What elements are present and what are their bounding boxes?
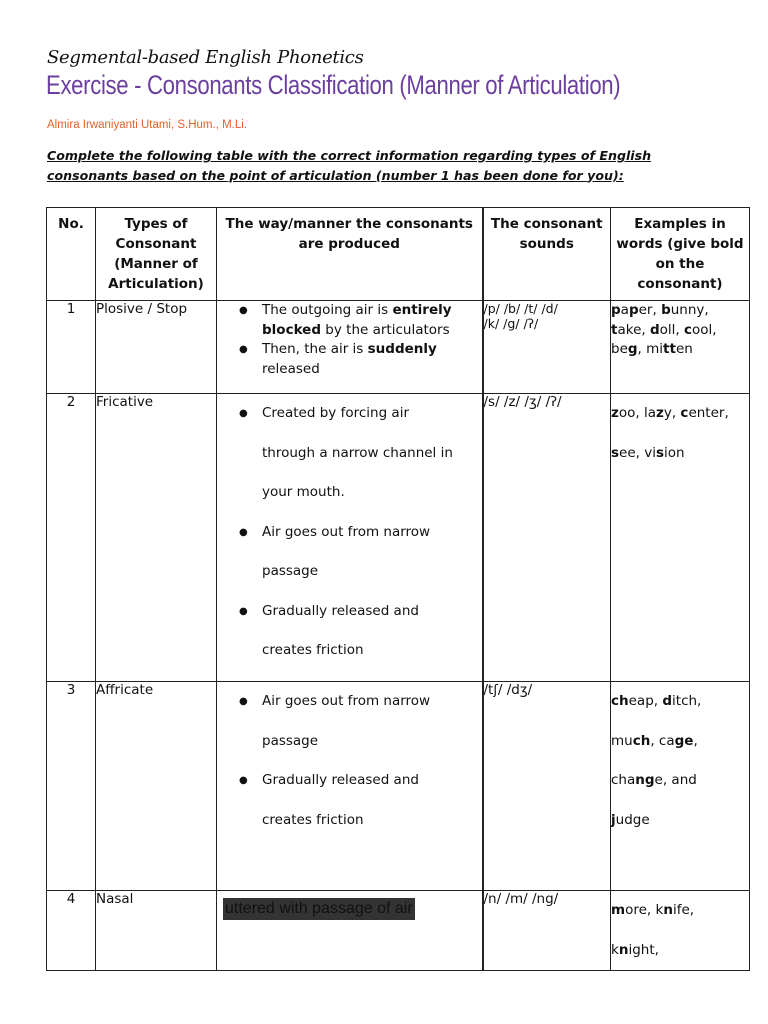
manner-description [217,891,483,971]
table-row [47,394,750,682]
consonant-sounds: /s/ /z/ /ʒ/ /ʔ/ [483,394,611,682]
consonant-type: Nasal [96,891,217,971]
instructions-line-1: Complete the following table with the correct information regarding types of English [47,148,652,163]
bullet-item: ● Then, the air is suddenly released [217,340,482,379]
highlighted-answer: uttered with passage of air [223,898,415,920]
header-type: Types of Consonant (Manner of Articulation) [96,208,217,301]
header-sounds: The consonant sounds [483,208,611,301]
table-row [47,682,750,891]
manner-description [217,682,483,891]
manner-description [217,301,483,394]
consonant-sounds: /p/ /b/ /t/ /d/ /k/ /g/ /ʔ/ [483,301,611,394]
header-examples: Examples in words (give bold on the consonant) [611,208,750,301]
row-number: 4 [47,891,96,971]
bullet-item: ● Air goes out from narrow passage [217,682,482,761]
row-number: 2 [47,394,96,682]
header-way: The way/manner the consonants are produced [217,208,483,301]
consonant-type: Fricative [96,394,217,682]
bullet-item: ● Created by forcing air through a narrow channel in your mouth. [217,394,482,513]
table-row [47,891,750,971]
bullet-item: ● Gradually released and creates friction [217,592,482,671]
bullet-item: ● Gradually released and creates friction [217,761,482,840]
row-number: 1 [47,301,96,394]
consonant-type: Affricate [96,682,217,891]
bullet-item: ● The outgoing air is entirely blocked by the articulators [217,301,482,340]
course-title: Segmental-based English Phonetics [47,47,364,68]
consonant-type: Plosive / Stop [96,301,217,394]
header-row [47,208,750,301]
example-words: more, knife, knight, [611,891,750,971]
instructions-line-2: consonants based on the point of articulation (number 1 has been done for you): [47,167,624,183]
author-name: Almira Irwaniyanti Utami, S.Hum., M.Li. [47,119,248,131]
example-words: zoo, lazy, center, see, vision [611,394,750,682]
row-number: 3 [47,682,96,891]
instructions [47,146,687,185]
table-row [47,301,750,394]
classification-table [46,207,750,971]
example-words: paper, bunny, take, doll, cool, beg, mitten [611,301,750,394]
bullet-item: ● Air goes out from narrow passage [217,513,482,592]
consonant-sounds: /n/ /m/ /ng/ [483,891,611,971]
example-words: cheap, ditch, much, cage, change, and judge [611,682,750,891]
exercise-title: Exercise - Consonants Classification (Manner of Articulation) [46,70,621,100]
header-no: No. [47,208,96,301]
manner-description [217,394,483,682]
consonant-sounds: /tʃ/ /dʒ/ [483,682,611,891]
